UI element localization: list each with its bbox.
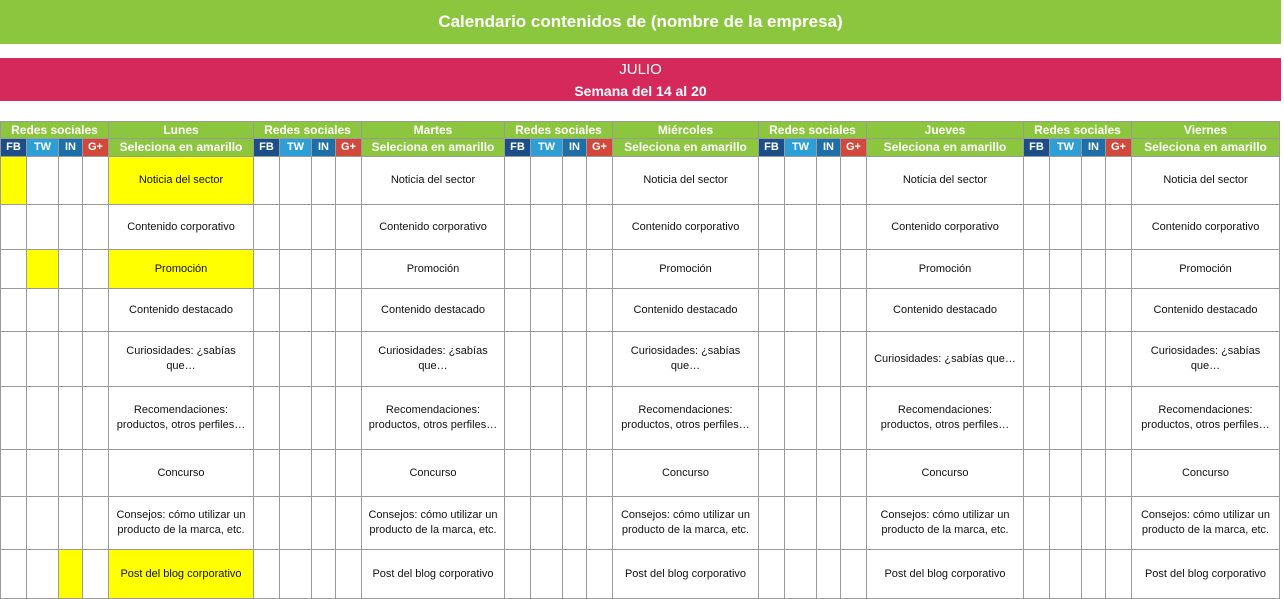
network-select-cell[interactable] [759,250,785,289]
network-select-cell[interactable] [59,289,83,332]
network-select-cell[interactable] [505,497,531,550]
network-select-cell[interactable] [759,497,785,550]
network-select-cell[interactable] [1,289,27,332]
network-select-cell[interactable] [531,387,563,450]
network-select-cell[interactable] [759,157,785,205]
network-select-cell[interactable] [1106,250,1132,289]
network-select-cell[interactable] [505,289,531,332]
network-select-cell[interactable] [280,250,312,289]
network-select-cell[interactable] [841,450,867,497]
network-select-cell[interactable] [587,157,613,205]
social-networks-header: Redes sociales [759,122,867,139]
content-row [1,450,1280,497]
network-select-cell[interactable] [336,289,362,332]
network-select-cell[interactable] [817,387,841,450]
content-type-cell[interactable]: Noticia del sector [109,157,254,205]
network-select-cell[interactable] [1024,250,1050,289]
googleplus-network-header: G+ [83,139,109,157]
content-type-cell[interactable]: Noticia del sector [362,157,505,205]
network-select-cell[interactable] [83,250,109,289]
network-select-cell[interactable] [83,550,109,599]
network-select-cell[interactable] [59,450,83,497]
network-select-cell[interactable] [841,387,867,450]
network-select-cell[interactable] [312,205,336,250]
select-in-yellow-header: Seleciona en amarillo [613,139,759,157]
network-select-cell[interactable] [817,157,841,205]
social-networks-header: Redes sociales [254,122,362,139]
network-select-cell[interactable] [280,289,312,332]
select-in-yellow-header: Seleciona en amarillo [867,139,1024,157]
content-type-cell[interactable]: Post del blog corporativo [362,550,505,599]
twitter-network-header: TW [280,139,312,157]
network-select-cell[interactable] [1082,387,1106,450]
network-select-cell[interactable] [587,289,613,332]
content-type-cell[interactable]: Recomendaciones: productos, otros perfiles… [1132,387,1280,450]
network-select-cell[interactable] [312,289,336,332]
content-type-cell[interactable]: Curiosidades: ¿sabías que… [1132,332,1280,387]
network-select-cell[interactable] [759,387,785,450]
content-type-cell[interactable]: Contenido corporativo [1132,205,1280,250]
network-select-cell[interactable] [505,332,531,387]
content-type-cell[interactable]: Concurso [613,450,759,497]
network-select-cell[interactable] [59,332,83,387]
content-type-cell[interactable]: Contenido destacado [613,289,759,332]
network-select-cell[interactable] [785,497,817,550]
network-select-cell[interactable] [1050,289,1082,332]
network-select-cell[interactable] [254,497,280,550]
network-select-cell[interactable] [312,250,336,289]
day-header-0: Lunes [109,122,254,139]
network-select-cell[interactable] [312,497,336,550]
network-select-cell[interactable] [785,387,817,450]
content-type-cell[interactable]: Promoción [867,250,1024,289]
content-type-cell[interactable]: Contenido corporativo [613,205,759,250]
content-row [1,250,1280,289]
content-row [1,289,1280,332]
network-select-cell[interactable] [785,289,817,332]
network-select-cell[interactable] [1,157,27,205]
content-type-cell[interactable]: Recomendaciones: productos, otros perfiles… [362,387,505,450]
network-select-cell[interactable] [336,332,362,387]
content-type-cell[interactable]: Promoción [613,250,759,289]
linkedin-network-header: IN [312,139,336,157]
network-select-cell[interactable] [1024,387,1050,450]
network-select-cell[interactable] [312,332,336,387]
content-type-cell[interactable]: Post del blog corporativo [867,550,1024,599]
facebook-network-header: FB [505,139,531,157]
social-networks-header: Redes sociales [1,122,109,139]
network-select-cell[interactable] [1050,387,1082,450]
network-select-cell[interactable] [254,157,280,205]
select-in-yellow-header: Seleciona en amarillo [1132,139,1280,157]
content-type-cell[interactable]: Consejos: cómo utilizar un producto de la marca, etc. [867,497,1024,550]
network-select-cell[interactable] [759,332,785,387]
network-select-cell[interactable] [1024,289,1050,332]
network-select-cell[interactable] [1,205,27,250]
network-select-cell[interactable] [785,550,817,599]
network-select-cell[interactable] [785,332,817,387]
content-type-cell[interactable]: Curiosidades: ¿sabías que… [109,332,254,387]
network-select-cell[interactable] [587,250,613,289]
content-type-cell[interactable]: Post del blog corporativo [613,550,759,599]
network-select-cell[interactable] [531,157,563,205]
network-select-cell[interactable] [505,450,531,497]
network-select-cell[interactable] [1082,497,1106,550]
network-select-cell[interactable] [817,550,841,599]
content-type-cell[interactable]: Concurso [867,450,1024,497]
network-select-cell[interactable] [59,387,83,450]
network-select-cell[interactable] [563,450,587,497]
network-select-cell[interactable] [1050,332,1082,387]
network-select-cell[interactable] [27,205,59,250]
network-select-cell[interactable] [785,157,817,205]
network-select-cell[interactable] [785,205,817,250]
day-header-2: Miércoles [613,122,759,139]
network-select-cell[interactable] [563,157,587,205]
network-select-cell[interactable] [27,157,59,205]
facebook-network-header: FB [1024,139,1050,157]
network-select-cell[interactable] [841,205,867,250]
network-select-cell[interactable] [1106,332,1132,387]
twitter-network-header: TW [27,139,59,157]
spacer [0,44,1281,58]
content-type-cell[interactable]: Promoción [1132,250,1280,289]
network-select-cell[interactable] [59,550,83,599]
network-select-cell[interactable] [563,387,587,450]
network-select-cell[interactable] [587,332,613,387]
network-select-cell[interactable] [83,289,109,332]
network-select-cell[interactable] [505,250,531,289]
network-select-cell[interactable] [280,387,312,450]
googleplus-network-header: G+ [1106,139,1132,157]
network-select-cell[interactable] [1050,250,1082,289]
content-type-cell[interactable]: Concurso [1132,450,1280,497]
network-select-cell[interactable] [841,550,867,599]
network-select-cell[interactable] [817,332,841,387]
network-select-cell[interactable] [254,250,280,289]
content-type-cell[interactable]: Post del blog corporativo [109,550,254,599]
network-select-cell[interactable] [531,289,563,332]
network-select-cell[interactable] [1024,497,1050,550]
network-select-cell[interactable] [254,450,280,497]
network-select-cell[interactable] [817,497,841,550]
network-select-cell[interactable] [563,289,587,332]
network-select-cell[interactable] [83,387,109,450]
network-select-cell[interactable] [254,387,280,450]
network-select-cell[interactable] [841,332,867,387]
network-select-cell[interactable] [1050,205,1082,250]
linkedin-network-header: IN [59,139,83,157]
network-select-cell[interactable] [1024,205,1050,250]
network-select-cell[interactable] [1,332,27,387]
network-select-cell[interactable] [1082,450,1106,497]
network-select-cell[interactable] [254,550,280,599]
network-select-cell[interactable] [27,250,59,289]
content-type-cell[interactable]: Curiosidades: ¿sabías que… [867,332,1024,387]
network-select-cell[interactable] [312,450,336,497]
network-select-cell[interactable] [27,387,59,450]
network-select-cell[interactable] [280,332,312,387]
facebook-network-header: FB [1,139,27,157]
network-select-cell[interactable] [505,550,531,599]
network-select-cell[interactable] [1082,205,1106,250]
network-select-cell[interactable] [531,550,563,599]
network-select-cell[interactable] [336,387,362,450]
network-select-cell[interactable] [59,497,83,550]
content-row [1,205,1280,250]
network-select-cell[interactable] [280,450,312,497]
network-select-cell[interactable] [1106,497,1132,550]
network-select-cell[interactable] [1024,332,1050,387]
content-type-cell[interactable]: Contenido destacado [109,289,254,332]
content-type-cell[interactable]: Contenido corporativo [109,205,254,250]
content-row [1,550,1280,599]
network-select-cell[interactable] [1024,157,1050,205]
network-select-cell[interactable] [1082,332,1106,387]
content-calendar-grid [0,121,1280,599]
network-select-cell[interactable] [505,387,531,450]
network-select-cell[interactable] [27,497,59,550]
network-select-cell[interactable] [759,450,785,497]
network-select-cell[interactable] [59,157,83,205]
network-select-cell[interactable] [587,497,613,550]
content-type-cell[interactable]: Promoción [109,250,254,289]
network-select-cell[interactable] [505,205,531,250]
week-label: Semana del 14 al 20 [0,81,1281,101]
network-select-cell[interactable] [785,450,817,497]
social-networks-header: Redes sociales [1024,122,1132,139]
network-select-cell[interactable] [817,205,841,250]
content-type-cell[interactable]: Recomendaciones: productos, otros perfiles… [613,387,759,450]
content-type-cell[interactable]: Contenido destacado [1132,289,1280,332]
network-select-cell[interactable] [336,157,362,205]
select-in-yellow-header: Seleciona en amarillo [362,139,505,157]
network-select-cell[interactable] [83,205,109,250]
network-select-cell[interactable] [83,450,109,497]
content-type-cell[interactable]: Noticia del sector [613,157,759,205]
content-type-cell[interactable]: Curiosidades: ¿sabías que… [362,332,505,387]
network-select-cell[interactable] [312,387,336,450]
network-select-cell[interactable] [1082,157,1106,205]
content-row [1,387,1280,450]
network-select-cell[interactable] [563,550,587,599]
network-select-cell[interactable] [83,497,109,550]
network-select-cell[interactable] [759,289,785,332]
content-type-cell[interactable]: Promoción [362,250,505,289]
content-type-cell[interactable]: Recomendaciones: productos, otros perfiles… [867,387,1024,450]
day-header-1: Martes [362,122,505,139]
googleplus-network-header: G+ [336,139,362,157]
network-select-cell[interactable] [280,497,312,550]
network-select-cell[interactable] [1024,450,1050,497]
network-select-cell[interactable] [531,332,563,387]
network-select-cell[interactable] [1024,550,1050,599]
network-select-cell[interactable] [531,250,563,289]
content-type-cell[interactable]: Consejos: cómo utilizar un producto de la marca, etc. [362,497,505,550]
select-in-yellow-header: Seleciona en amarillo [109,139,254,157]
network-select-cell[interactable] [1,387,27,450]
network-select-cell[interactable] [59,205,83,250]
network-select-cell[interactable] [1082,250,1106,289]
network-select-cell[interactable] [1050,550,1082,599]
content-type-cell[interactable]: Contenido corporativo [362,205,505,250]
facebook-network-header: FB [254,139,280,157]
content-type-cell[interactable]: Consejos: cómo utilizar un producto de la marca, etc. [1132,497,1280,550]
content-type-cell[interactable]: Contenido destacado [867,289,1024,332]
day-header-3: Jueves [867,122,1024,139]
network-select-cell[interactable] [254,332,280,387]
network-select-cell[interactable] [336,205,362,250]
network-select-cell[interactable] [280,205,312,250]
network-select-cell[interactable] [280,157,312,205]
network-select-cell[interactable] [817,289,841,332]
network-select-cell[interactable] [841,250,867,289]
network-select-cell[interactable] [587,550,613,599]
linkedin-network-header: IN [563,139,587,157]
network-select-cell[interactable] [817,250,841,289]
network-select-cell[interactable] [759,550,785,599]
network-select-cell[interactable] [280,550,312,599]
network-select-cell[interactable] [785,250,817,289]
content-row [1,157,1280,205]
network-select-cell[interactable] [1,450,27,497]
network-select-cell[interactable] [83,157,109,205]
googleplus-network-header: G+ [841,139,867,157]
network-select-cell[interactable] [312,157,336,205]
network-select-cell[interactable] [336,497,362,550]
network-select-cell[interactable] [336,250,362,289]
social-networks-header: Redes sociales [505,122,613,139]
network-select-cell[interactable] [27,450,59,497]
network-select-cell[interactable] [531,497,563,550]
network-select-cell[interactable] [254,289,280,332]
content-type-cell[interactable]: Noticia del sector [867,157,1024,205]
network-select-cell[interactable] [1082,550,1106,599]
network-select-cell[interactable] [563,332,587,387]
network-select-cell[interactable] [1106,157,1132,205]
network-select-cell[interactable] [1050,450,1082,497]
network-select-cell[interactable] [841,497,867,550]
network-select-cell[interactable] [841,157,867,205]
network-select-cell[interactable] [563,497,587,550]
network-select-cell[interactable] [531,450,563,497]
network-select-cell[interactable] [59,250,83,289]
network-select-cell[interactable] [759,205,785,250]
twitter-network-header: TW [1050,139,1082,157]
network-select-cell[interactable] [1106,289,1132,332]
network-select-cell[interactable] [83,332,109,387]
network-select-cell[interactable] [1106,550,1132,599]
facebook-network-header: FB [759,139,785,157]
network-select-cell[interactable] [563,250,587,289]
network-select-cell[interactable] [336,550,362,599]
network-select-cell[interactable] [1,550,27,599]
content-type-cell[interactable]: Contenido destacado [362,289,505,332]
network-select-cell[interactable] [587,205,613,250]
content-type-cell[interactable]: Concurso [362,450,505,497]
network-select-cell[interactable] [27,289,59,332]
twitter-network-header: TW [531,139,563,157]
content-type-cell[interactable]: Contenido corporativo [867,205,1024,250]
content-type-cell[interactable]: Consejos: cómo utilizar un producto de la marca, etc. [613,497,759,550]
content-type-cell[interactable]: Noticia del sector [1132,157,1280,205]
linkedin-network-header: IN [817,139,841,157]
network-select-cell[interactable] [1,250,27,289]
content-type-cell[interactable]: Recomendaciones: productos, otros perfiles… [109,387,254,450]
network-select-cell[interactable] [1082,289,1106,332]
network-select-cell[interactable] [1106,205,1132,250]
network-select-cell[interactable] [27,332,59,387]
network-select-cell[interactable] [27,550,59,599]
network-select-cell[interactable] [563,205,587,250]
network-select-cell[interactable] [254,205,280,250]
network-select-cell[interactable] [587,450,613,497]
month-label: JULIO [0,58,1281,82]
twitter-network-header: TW [785,139,817,157]
googleplus-network-header: G+ [587,139,613,157]
content-type-cell[interactable]: Concurso [109,450,254,497]
network-select-cell[interactable] [505,157,531,205]
network-select-cell[interactable] [1050,497,1082,550]
network-select-cell[interactable] [841,289,867,332]
header-row-networks [1,139,1280,157]
content-type-cell[interactable]: Curiosidades: ¿sabías que… [613,332,759,387]
network-select-cell[interactable] [312,550,336,599]
linkedin-network-header: IN [1082,139,1106,157]
network-select-cell[interactable] [817,450,841,497]
day-header-4: Viernes [1132,122,1280,139]
network-select-cell[interactable] [1106,450,1132,497]
network-select-cell[interactable] [336,450,362,497]
network-select-cell[interactable] [1,497,27,550]
content-type-cell[interactable]: Consejos: cómo utilizar un producto de la marca, etc. [109,497,254,550]
content-row [1,332,1280,387]
network-select-cell[interactable] [587,387,613,450]
network-select-cell[interactable] [1106,387,1132,450]
content-type-cell[interactable]: Post del blog corporativo [1132,550,1280,599]
calendar-title: Calendario contenidos de (nombre de la empresa) [0,0,1281,44]
network-select-cell[interactable] [531,205,563,250]
header-row-days [1,122,1280,139]
content-row [1,497,1280,550]
network-select-cell[interactable] [1050,157,1082,205]
